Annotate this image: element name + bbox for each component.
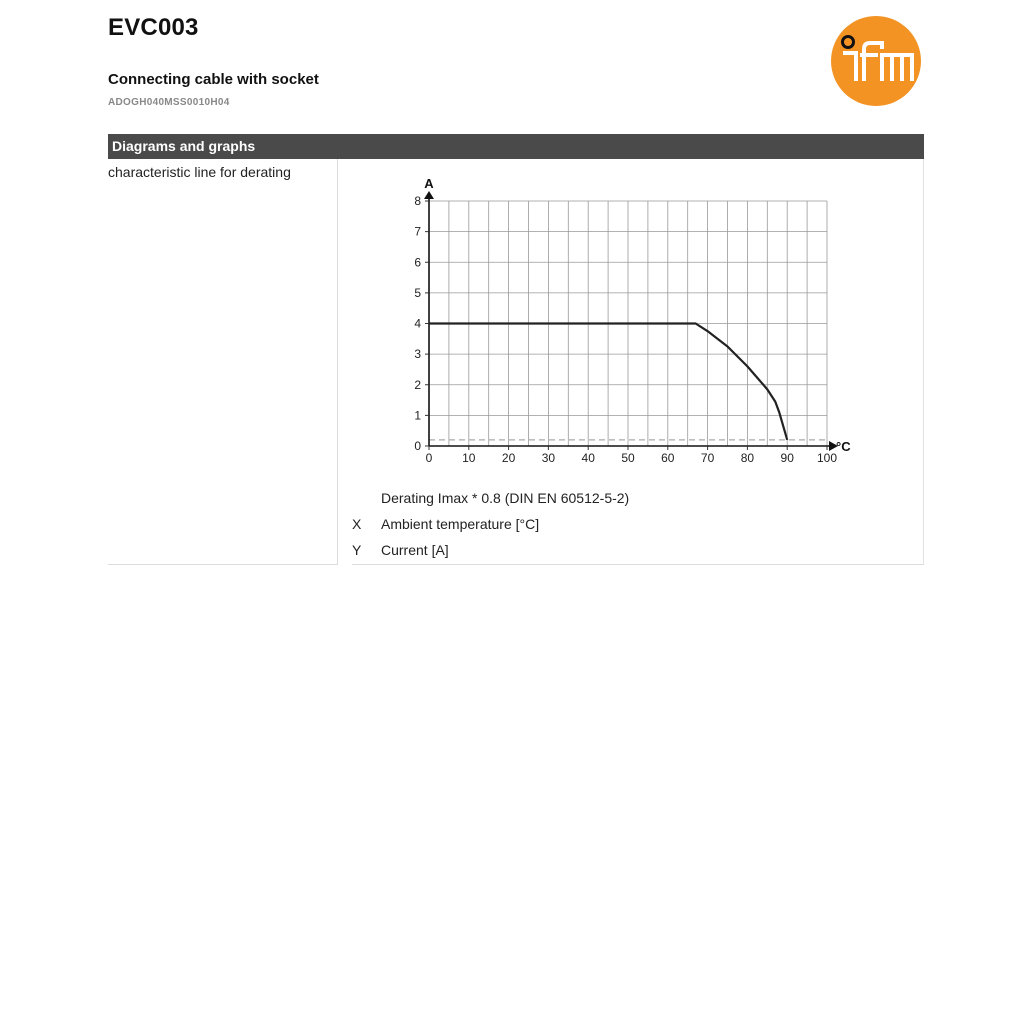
right-border — [923, 159, 924, 565]
y-tick-label: 4 — [414, 316, 421, 331]
product-subtitle: Connecting cable with socket — [108, 71, 319, 88]
x-key: X — [352, 516, 362, 532]
chart-ticks — [414, 194, 837, 465]
x-tick-label: 30 — [541, 451, 556, 465]
product-title: EVC003 — [108, 14, 199, 41]
x-tick-label: 20 — [501, 451, 516, 465]
x-description: Ambient temperature [°C] — [381, 516, 540, 532]
y-axis-arrow — [424, 191, 434, 199]
x-tick-label: 10 — [462, 451, 476, 465]
x-tick-label: 70 — [700, 451, 715, 465]
y-tick-label: 8 — [414, 194, 421, 208]
y-tick-label: 3 — [414, 347, 421, 362]
bottom-border-right — [352, 564, 924, 565]
x-tick-label: 60 — [661, 451, 675, 465]
article-number: ADOGH040MSS0010H04 — [108, 97, 230, 108]
y-tick-label: 2 — [414, 377, 421, 392]
x-tick-label: 100 — [816, 451, 838, 465]
bottom-border-left — [108, 564, 338, 565]
y-tick-label: 0 — [414, 439, 421, 453]
section-header: Diagrams and graphs — [108, 134, 924, 159]
x-tick-label: 0 — [425, 451, 433, 465]
y-key: Y — [352, 542, 362, 558]
y-tick-label: 5 — [414, 285, 421, 300]
x-axis-label: °C — [836, 439, 851, 454]
x-tick-label: 40 — [581, 451, 595, 465]
ifm-logo — [830, 15, 922, 107]
y-axis-label: A — [424, 176, 434, 191]
y-tick-label: 1 — [414, 408, 421, 423]
y-description: Current [A] — [381, 542, 449, 558]
row-label: characteristic line for derating — [108, 164, 291, 180]
y-tick-label: 6 — [414, 255, 421, 270]
x-tick-label: 90 — [780, 451, 794, 465]
chart-axes — [424, 191, 838, 451]
column-divider — [337, 159, 338, 565]
derating-note: Derating Imax * 0.8 (DIN EN 60512-5-2) — [381, 490, 630, 506]
x-tick-label: 80 — [740, 451, 755, 465]
derating-chart — [400, 170, 870, 475]
y-tick-label: 7 — [414, 224, 421, 239]
x-tick-label: 50 — [621, 451, 635, 465]
